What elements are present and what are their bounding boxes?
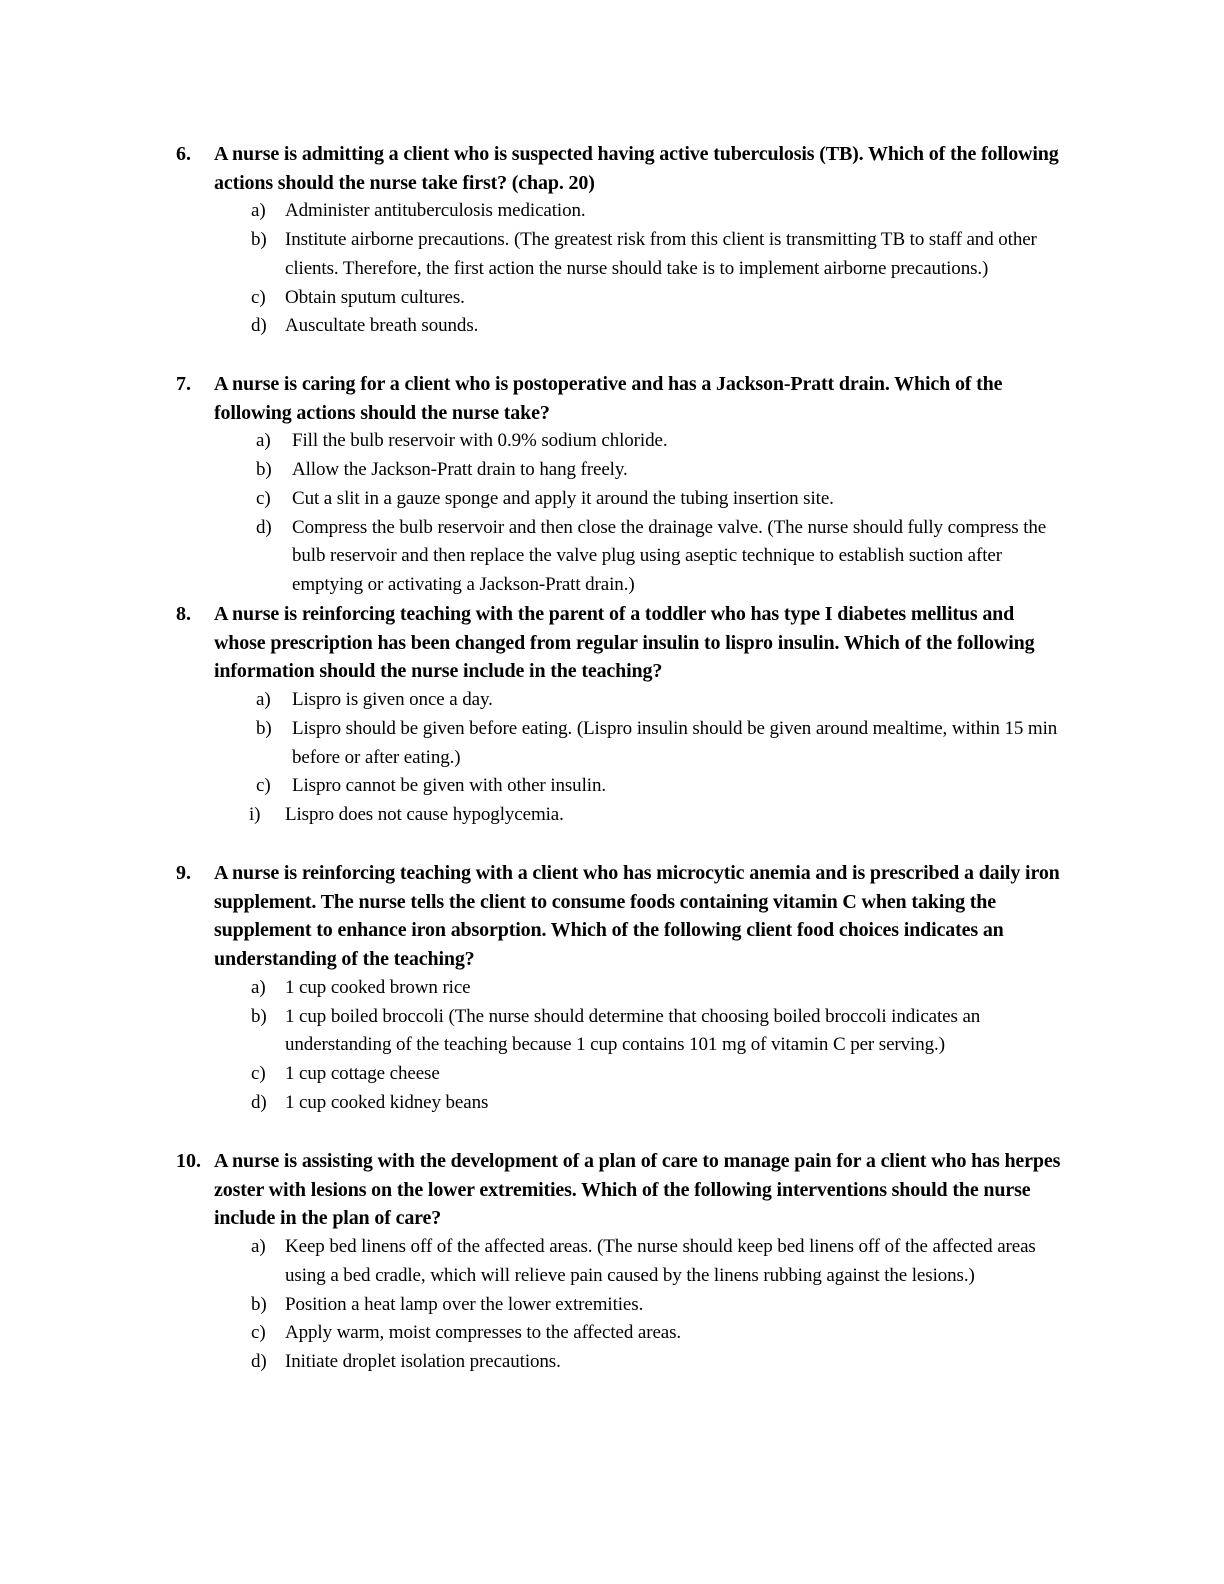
option-text: Initiate droplet isolation precautions. [285,1350,561,1372]
answer-option [176,974,1066,1003]
option-letter: c) [251,1322,266,1344]
option-text: Fill the bulb reservoir with 0.9% sodium chloride. [292,430,668,452]
question-number: 7. [176,373,191,395]
option-text: 1 cup cottage cheese [285,1062,440,1084]
option-letter: a) [251,200,266,222]
option-letter: c) [251,1062,266,1084]
option-letter: c) [256,775,271,797]
answer-option [176,1291,1066,1320]
question-number: 9. [176,862,191,884]
option-text: Obtain sputum cultures. [285,286,465,308]
option-text: Auscultate breath sounds. [285,315,479,337]
question-10 [176,1147,1066,1377]
answer-options [176,974,1066,1118]
answer-option [176,1060,1066,1089]
option-letter: c) [251,286,266,308]
option-letter: a) [256,430,271,452]
question-stem: A nurse is reinforcing teaching with the parent of a toddler who has type I diabetes mellitus and whose prescription has been changed from regular insulin to lispro insulin. Which of the following information should the nurse include in the teaching? [214,603,1035,683]
option-text: Keep bed linens off of the affected areas. (The nurse should keep bed linens off of the affected areas using a bed cradle, which will relieve pain caused by the linens rubbing against the lesions.) [285,1236,1036,1286]
option-letter: d) [251,1350,267,1372]
question-number: 8. [176,603,191,625]
question-6 [176,140,1066,341]
option-letter: i) [249,803,261,825]
option-letter: b) [256,717,272,739]
answer-option [176,485,1066,514]
option-text: Compress the bulb reservoir and then close the drainage valve. (The nurse should fully compress the bulb reservoir and then replace the valve plug using aseptic technique to establish suction after emptying or activating a Jackson-Pratt drain.) [292,516,1047,595]
answer-options [176,1233,1066,1377]
question-number: 10. [176,1150,201,1172]
option-letter: b) [251,1005,267,1027]
option-letter: a) [251,1236,266,1258]
question-stem: A nurse is assisting with the development of a plan of care to manage pain for a client who has herpes zoster with lesions on the lower extremities. Which of the following interventions should the nurse include in the plan of care? [214,1150,1061,1230]
question-stem: A nurse is caring for a client who is postoperative and has a Jackson-Pratt drain. Which of the following actions should the nurse take? [214,373,1003,424]
answer-option [176,427,1066,456]
answer-option [176,1233,1066,1290]
answer-option [176,1319,1066,1348]
answer-options [176,686,1066,830]
answer-option [176,686,1066,715]
option-letter: d) [251,315,267,337]
answer-options [176,427,1066,599]
answer-option [176,226,1066,283]
option-letter: a) [256,689,271,711]
option-text: Allow the Jackson-Pratt drain to hang freely. [292,459,628,481]
option-text: 1 cup cooked brown rice [285,976,471,998]
answer-option [176,197,1066,226]
option-letter: b) [251,229,267,251]
question-8 [176,600,1066,830]
option-letter: a) [251,976,266,998]
option-text: Cut a slit in a gauze sponge and apply it around the tubing insertion site. [292,487,834,509]
answer-option [176,284,1066,313]
option-text: Apply warm, moist compresses to the affected areas. [285,1322,682,1344]
question-9 [176,859,1066,1117]
option-text: Lispro should be given before eating. (Lispro insulin should be given around mealtime, within 15 min before or after eating.) [292,717,1058,768]
answer-option [176,514,1066,600]
question-7 [176,370,1066,600]
answer-option [176,801,1066,830]
answer-option [176,1089,1066,1118]
option-letter: c) [256,487,271,509]
question-number: 6. [176,143,191,165]
option-text: 1 cup cooked kidney beans [285,1091,489,1113]
answer-options [176,197,1066,341]
answer-option [176,1003,1066,1060]
answer-option [176,312,1066,341]
option-text: Position a heat lamp over the lower extremities. [285,1293,644,1315]
option-text: Lispro does not cause hypoglycemia. [285,803,564,825]
answer-option [176,1348,1066,1377]
option-letter: d) [251,1091,267,1113]
option-letter: d) [256,516,272,538]
option-text: Institute airborne precautions. (The greatest risk from this client is transmitting TB to staff and other clients. Therefore, the first action the nurse should take is to implement airborne precautions.) [285,229,1037,279]
question-stem: A nurse is admitting a client who is suspected having active tuberculosis (TB). Which of the following actions should the nurse take first? (chap. 20) [214,143,1059,194]
option-letter: b) [256,459,272,481]
question-stem: A nurse is reinforcing teaching with a client who has microcytic anemia and is prescribed a daily iron supplement. The nurse tells the client to consume foods containing vitamin C when taking the supplement to enhance iron absorption. Which of the following client food choices indicates an understanding of the teaching? [214,862,1060,971]
option-text: Lispro cannot be given with other insulin. [292,775,606,797]
answer-option [176,715,1066,772]
option-text: Lispro is given once a day. [292,689,493,711]
answer-option [176,772,1066,801]
option-text: Administer antituberculosis medication. [285,200,586,222]
answer-option [176,456,1066,485]
option-text: 1 cup boiled broccoli (The nurse should determine that choosing boiled broccoli indicates an understanding of the teaching because 1 cup contains 101 mg of vitamin C per serving.) [285,1005,981,1056]
option-letter: b) [251,1293,267,1315]
